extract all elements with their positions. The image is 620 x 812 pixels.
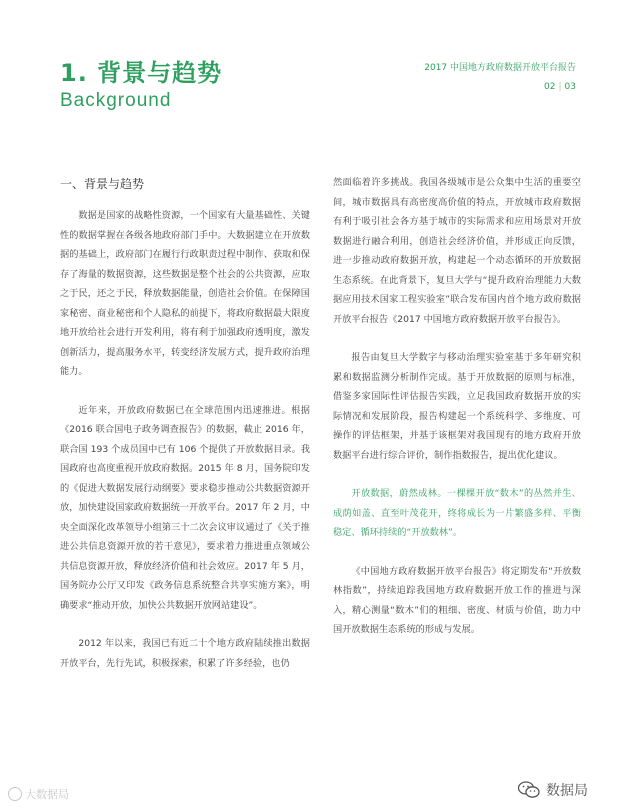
page-current: 02 [544, 82, 556, 92]
page-subtitle: Background [60, 90, 172, 111]
watermark-logo-icon [8, 787, 22, 801]
paragraph: 数据是国家的战略性资源，一个国家有大量基础性、关键性的数据掌握在各级各地政府部门手中。大数据建立在开放数据的基础上，政府部门在履行行政职责过程中制作、获取和保存了海量的数据资源，这些数据是整个社会的公共资源，应取之于民，还之于民，释放数据能量，创造社会价值。在保障国家秘密、商业秘密和个人隐私的前提下，将政府数据最大限度地开放给社会进行开发利用，将有利于加强政府透明度，激发创新活力，提高服务水平，转变经济发展方式，提升政府治理能力。 [60, 210, 310, 377]
watermark-right-text: 数据局 [546, 783, 588, 799]
paragraph: 然面临着许多挑战。我国各级城市是公众集中生活的重要空间，城市数据具有高密度高价值的特点，开放城市政府数据有利于吸引社会各方基于城市的实际需求和应用场景对开放数据进行融合利用，创造社会经济价值，并形成正向反馈，进一步推动政府数据开放，构建起一个动态循环的开放数据生态系统。在此背景下，复旦大学与“提升政府治理能力大数据应用技术国家工程实验室”联合发布国内首个地方政府数据开放平台报告《2017 中国地方政府数据开放平台报告》。 [333, 177, 581, 325]
page-total: 03 [564, 82, 576, 92]
page-separator: | [558, 82, 562, 92]
page-title: 1. 背景与趋势 [60, 59, 223, 87]
watermark-left-text: 大数据局 [25, 788, 69, 801]
paragraph: 报告由复旦大学数字与移动治理实验室基于多年研究积累和数据监测分析制作完成。基于开放数据的原则与标准，借鉴多家国际性评估报告实践，立足我国政府数据开放的实际情况和发展阶段，报告构建起一个系统科学、多维度、可操作的评估框架，并基于该框架对我国现有的地方政府开放数据平台进行综合评价，制作指数报告，提出优化建议。 [333, 352, 581, 461]
title-block [60, 58, 222, 112]
running-header [424, 60, 576, 92]
page-number [424, 82, 576, 92]
report-name: 2017 中国地方政府数据开放平台报告 [424, 63, 576, 73]
wechat-icon [518, 781, 540, 799]
watermark-right [518, 780, 588, 800]
watermark-left [8, 786, 69, 802]
section-heading: 一、背景与趋势 [60, 177, 145, 191]
paragraph: 《中国地方政府数据开放平台报告》将定期发布“开放数林指数”，持续追踪我国地方政府数据开放工作的推进与深入，精心测量“数木”们的粗细、密度、材质与价值，助力中国开放数据生态系统的形成与发展。 [333, 565, 581, 635]
highlight-paragraph: 开放数据，蔚然成林。一棵棵开放“数木”的丛然并生、成荫如盖、直至叶茂花开，终将成长为一片繁盛多样、平衡稳定、循环持续的“开放数林”。 [333, 488, 581, 538]
paragraph: 近年来，开放政府数据已在全球范围内迅速推进。根据《2016 联合国电子政务调查报告》的数据，截止 2016 年，联合国 193 个成员国中已有 106 个提供了开放数据目录。我国政府也高度重视开放政府数据。2015 年 8 月，国务院印发的《促进大数据发展行动纲要》要求稳步推动公共数据资源开放，加快建设国家政府数据统一开放平台。2017 年 2 月，中央全面深化改革领导小组第三十二次会议审议通过了《关于推进公共信息资源开放的若干意见》，要求着力推进重点领域公共信息资源开放，释放经济价值和社会效应。2017 年 5 月，国务院办公厅又印发《政务信息系统整合共享实施方案》，明确要求“推动开放，加快公共数据开放网站建设”。 [60, 404, 310, 611]
right-column [333, 173, 581, 659]
left-column [60, 175, 310, 692]
paragraph: 2012 年以来，我国已有近二十个地方政府陆续推出数据开放平台，先行先试，积极探索，积累了许多经验，也仍 [60, 638, 310, 669]
